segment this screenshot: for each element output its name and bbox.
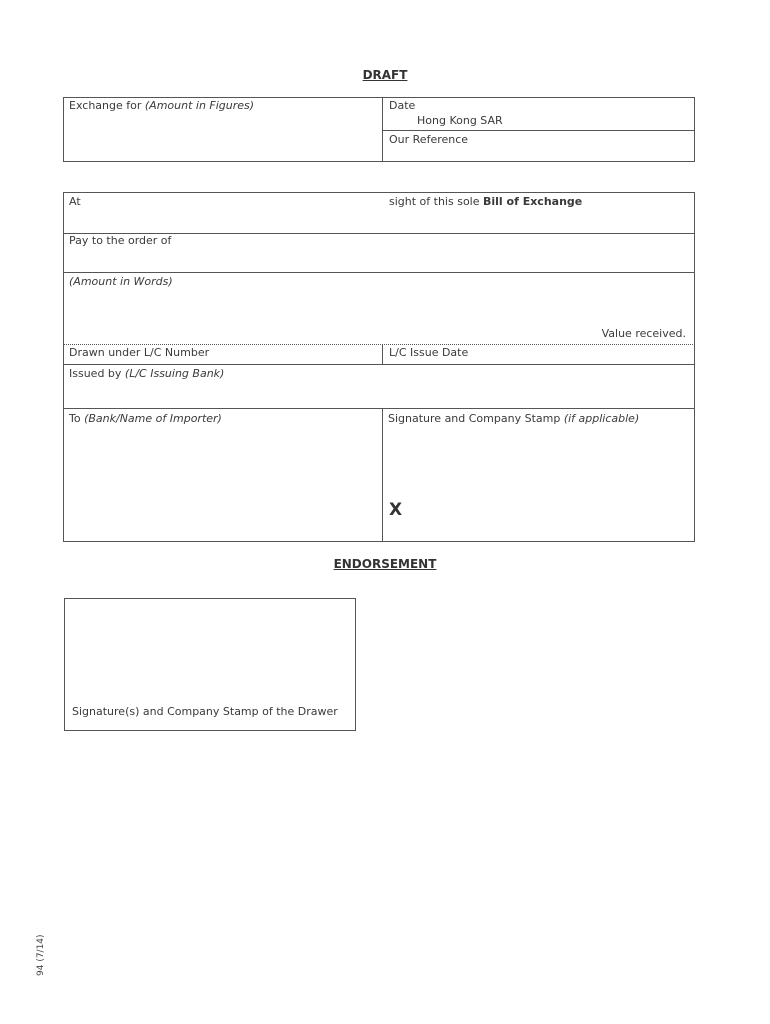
value-received-text: Value received. — [601, 327, 686, 340]
bill-row-divider — [63, 364, 695, 365]
amount-words-field[interactable]: (Amount in Words) — [69, 275, 173, 288]
pay-to-field[interactable]: Pay to the order of — [69, 234, 172, 247]
signature-x-mark: X — [389, 500, 403, 520]
drawer-signature-label: Signature(s) and Company Stamp of the Drawer — [72, 705, 338, 718]
signature-label: Signature and Company Stamp — [388, 412, 564, 425]
bill-row-divider — [63, 408, 695, 409]
to-hint: (Bank/Name of Importer) — [84, 412, 222, 425]
lc-divider — [382, 344, 383, 364]
reference-field[interactable]: Our Reference — [389, 133, 469, 146]
form-code: 94 (7/14) — [36, 934, 46, 976]
issued-by-hint: (L/C Issuing Bank) — [124, 367, 225, 380]
exchange-field[interactable] — [69, 99, 254, 113]
exchange-hint: (Amount in Figures) — [144, 99, 255, 112]
location-text: Hong Kong SAR — [417, 114, 503, 127]
to-field[interactable] — [69, 412, 222, 426]
lc-number-field[interactable]: Drawn under L/C Number — [69, 346, 210, 359]
signature-hint: (if applicable) — [563, 412, 640, 425]
bill-dotted-divider — [63, 344, 695, 345]
exchange-label: Exchange for — [69, 99, 145, 112]
issued-by-field[interactable] — [69, 367, 224, 381]
sight-text — [389, 195, 582, 209]
to-label: To — [69, 412, 85, 425]
bill-row-divider — [63, 272, 695, 273]
bill-of-exchange-label: Bill of Exchange — [483, 195, 583, 208]
endorsement-title: ENDORSEMENT — [333, 557, 437, 571]
signature-field[interactable] — [388, 412, 639, 426]
issued-by-label: Issued by — [69, 367, 125, 380]
draft-title: DRAFT — [362, 68, 408, 82]
at-field[interactable]: At — [69, 195, 81, 208]
date-field[interactable]: Date — [389, 99, 416, 112]
lc-issue-date-field[interactable]: L/C Issue Date — [389, 346, 469, 359]
sight-label: sight of this sole — [389, 195, 483, 208]
signature-divider — [382, 408, 383, 542]
header-row-divider — [382, 130, 695, 131]
